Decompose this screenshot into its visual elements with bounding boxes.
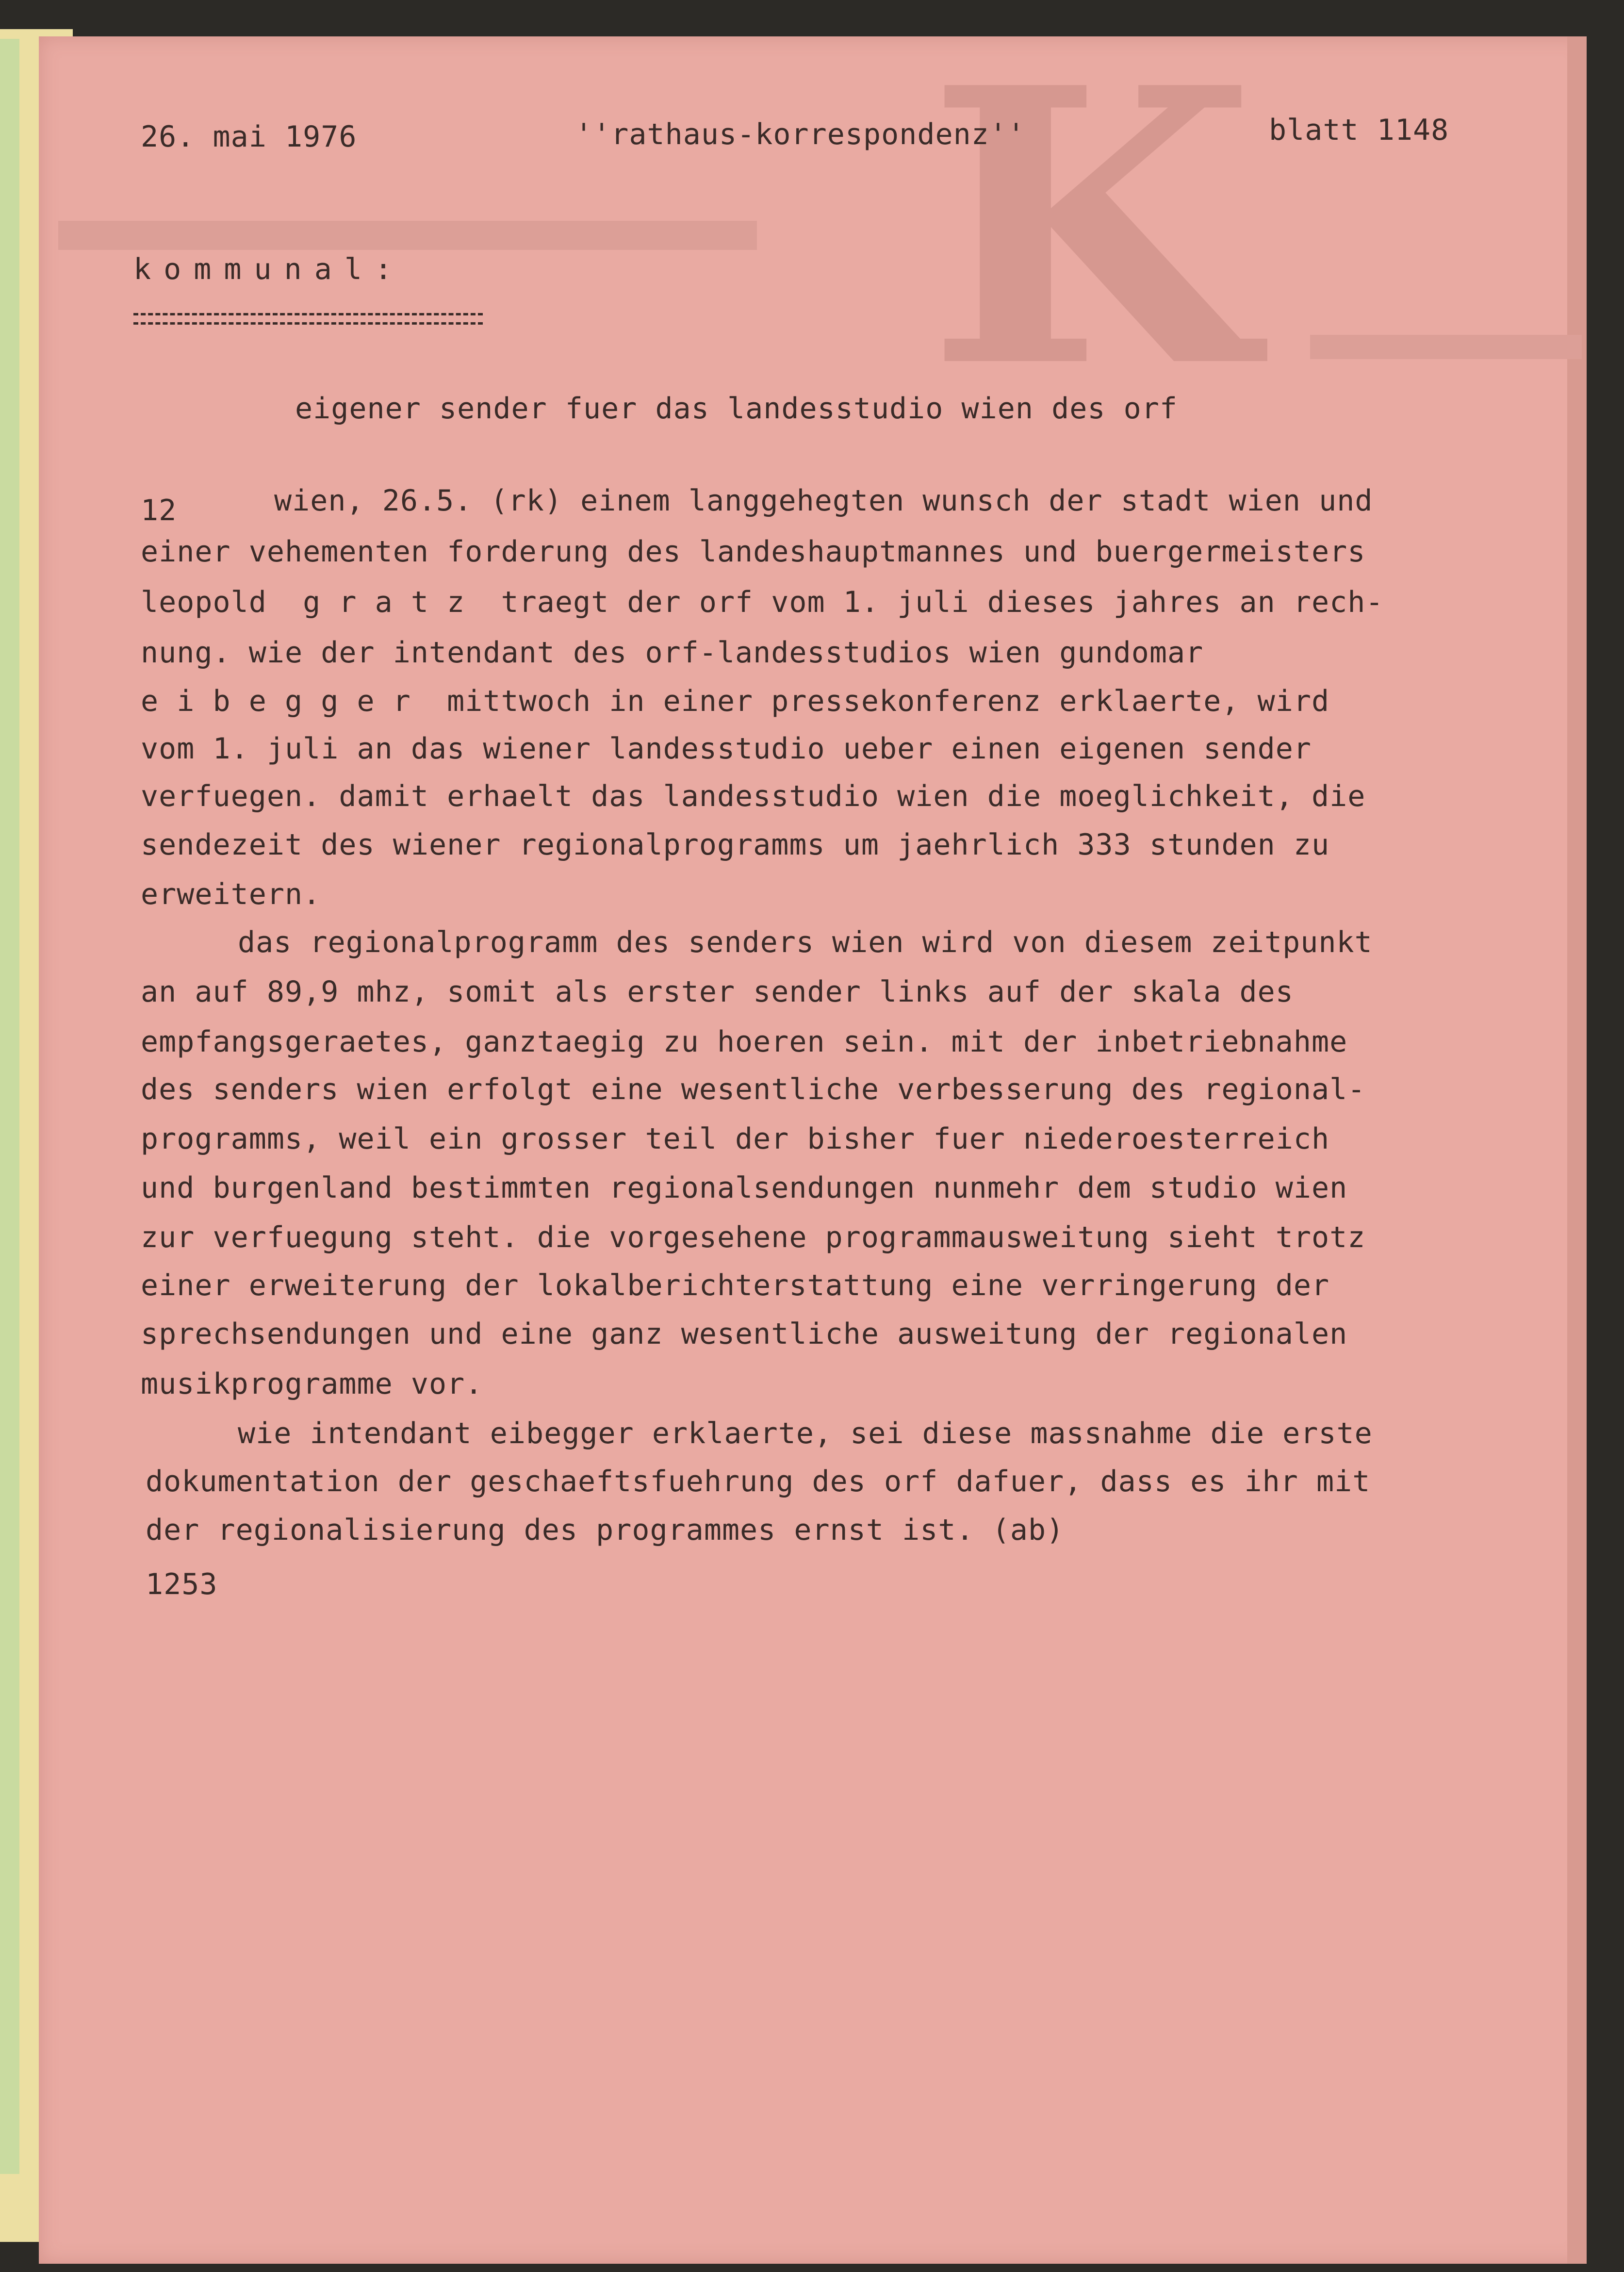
body-line: nung. wie der intendant des orf-landesstudios wien gundomar [141,636,1204,670]
body-line: musikprogramme vor. [141,1367,483,1401]
headline: eigener sender fuer das landesstudio wien des orf [295,392,1178,426]
body-line: wien, 26.5. (rk) einem langgehegten wunsch der stadt wien und [274,484,1373,518]
body-line: und burgenland bestimmten regionalsendungen nunmehr dem studio wien [141,1171,1348,1205]
item-number: 12 [141,494,177,527]
section-label: kommunal: [133,252,405,286]
body-line: des senders wien erfolgt eine wesentliche verbesserung des regional- [141,1072,1366,1106]
body-line: verfuegen. damit erhaelt das landesstudio wien die moeglichkeit, die [141,779,1366,813]
bleed-through-masthead [58,221,757,250]
header-date: 26. mai 1976 [141,120,357,154]
body-line: das regionalprogramm des senders wien wird von diesem zeitpunkt [238,925,1373,959]
bleed-through-tagline [1310,335,1582,359]
body-line: dokumentation der geschaeftsfuehrung des orf dafuer, dass es ihr mit [146,1465,1371,1498]
body-line: leopold g r a t z traegt der orf vom 1. juli dieses jahres an rech- [141,585,1384,619]
body-line: einer vehementen forderung des landeshauptmannes und buergermeisters [141,535,1366,569]
body-line: empfangsgeraetes, ganztaegig zu hoeren sein. mit der inbetriebnahme [141,1025,1348,1059]
body-line: erweitern. [141,877,321,911]
body-line: einer erweiterung der lokalberichterstattung eine verringerung der [141,1268,1330,1302]
footer-number: 1253 [146,1567,218,1601]
underlying-page-edge [0,39,19,2174]
sheet-edge [1567,36,1587,2264]
body-line: sendezeit des wiener regionalprogramms um jaehrlich 333 stunden zu [141,828,1330,862]
body-line: wie intendant eibegger erklaerte, sei diese massnahme die erste [238,1416,1373,1450]
body-line: e i b e g g e r mittwoch in einer pressekonferenz erklaerte, wird [141,684,1330,718]
body-line: vom 1. juli an das wiener landesstudio ueber einen eigenen sender [141,732,1312,766]
section-underline [133,313,483,325]
bleed-through-logo: K [927,6,1256,450]
body-line: sprechsendungen und eine ganz wesentliche ausweitung der regionalen [141,1317,1348,1351]
header-sheet-number: blatt 1148 [1269,113,1449,147]
body-line: der regionalisierung des programmes ernst ist. (ab) [146,1513,1065,1547]
body-line: an auf 89,9 mhz, somit als erster sender links auf der skala des [141,975,1294,1009]
header-publication: ''rathaus-korrespondenz'' [575,117,1026,151]
body-line: programms, weil ein grosser teil der bisher fuer niederoesterreich [141,1122,1330,1156]
body-line: zur verfuegung steht. die vorgesehene programmausweitung sieht trotz [141,1220,1366,1254]
